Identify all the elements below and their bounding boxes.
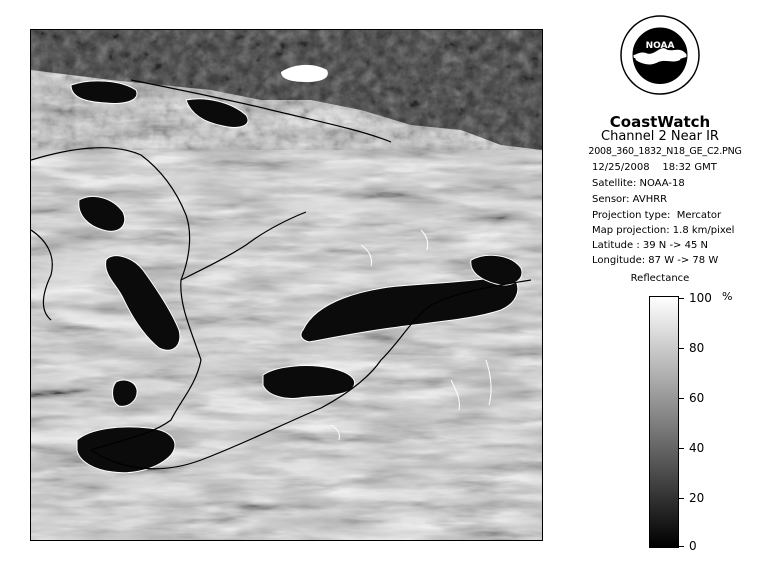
image-filename: 2008_360_1832_N18_GE_C2.PNG (588, 146, 742, 157)
colorbar-tick (679, 348, 684, 349)
satellite-label: Satellite: NOAA-18 (592, 178, 685, 189)
longitude-label: Longitude: 87 W -> 78 W (592, 255, 719, 266)
latitude-label: Latitude : 39 N -> 45 N (592, 240, 708, 251)
colorbar-tick-label: 80 (689, 341, 705, 355)
colorbar-tick-label: 60 (689, 391, 705, 405)
colorbar-tick (679, 546, 684, 547)
colorbar-tick (679, 448, 684, 449)
colorbar-tick (679, 498, 684, 499)
brand-title: CoastWatch (609, 113, 711, 131)
sensor-label: Sensor: AVHRR (592, 194, 668, 205)
channel-label: Channel 2 Near IR (601, 129, 719, 144)
map-projection-label: Map projection: 1.8 km/pixel (592, 225, 735, 236)
projection-type-label: Projection type: Mercator (592, 210, 722, 221)
colorbar-tick-label: 20 (689, 491, 705, 505)
satellite-image (31, 30, 542, 540)
colorbar-tick (679, 298, 684, 299)
colorbar-title: Reflectance (630, 273, 690, 284)
colorbar-tick-label: 0 (689, 539, 697, 553)
datetime-label: 12/25/2008 18:32 GMT (592, 162, 717, 173)
logo-text: NOAA (645, 41, 675, 51)
colorbar-tick-label: 100 (689, 291, 712, 305)
satellite-image-panel[interactable] (30, 29, 543, 541)
colorbar-tick-label: 40 (689, 441, 705, 455)
reflectance-colorbar (649, 296, 679, 548)
noaa-logo (620, 15, 700, 95)
colorbar-tick (679, 398, 684, 399)
lake-erie-east (263, 366, 355, 399)
noaa-emblem (620, 15, 700, 95)
colorbar-unit: % (722, 290, 733, 303)
